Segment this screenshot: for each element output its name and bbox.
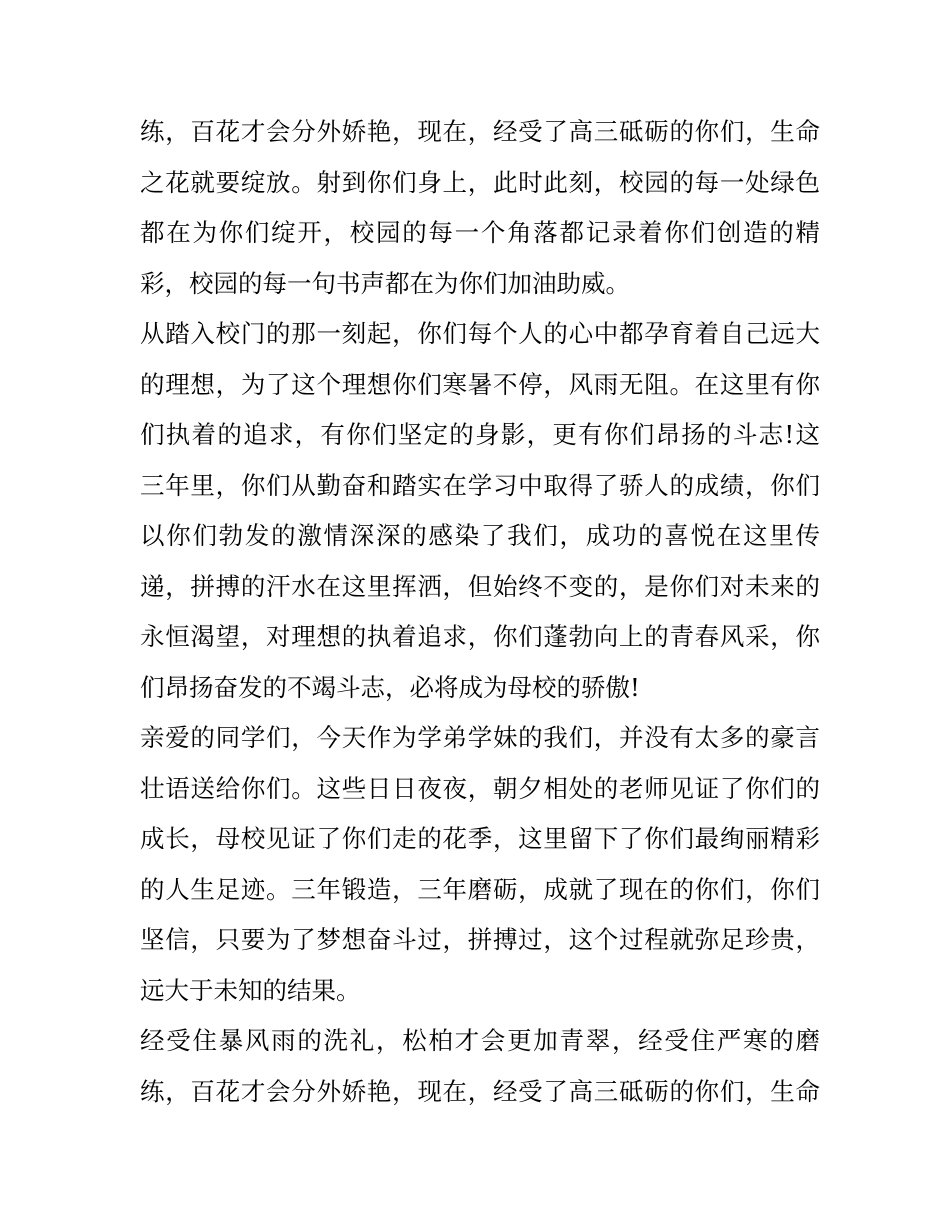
- text-line: 们昂扬奋发的不竭斗志，必将成为母校的骄傲!: [140, 672, 640, 702]
- text-line: 练，百花才会分外娇艳，现在，经受了高三砥砺的你们，生命: [140, 117, 820, 146]
- text-line: 经受住暴风雨的洗礼，松柏才会更加青翠，经受住严寒的磨: [140, 1026, 820, 1055]
- text-line: 三年里，你们从勤奋和踏实在学习中取得了骄人的成绩，你们: [140, 470, 820, 500]
- text-line: 之花就要绽放。射到你们身上，此时此刻，校园的每一处绿色: [140, 167, 820, 197]
- text-line: 彩，校园的每一句书声都在为你们加油助威。: [140, 268, 630, 298]
- text-line: 的人生足迹。三年锻造，三年磨砺，成就了现在的你们，你们: [140, 874, 820, 904]
- text-line: 永恒渴望，对理想的执着追求，你们蓬勃向上的青春风采，你: [140, 622, 820, 651]
- text-line: 壮语送给你们。这些日日夜夜，朝夕相处的老师见证了你们的: [140, 773, 820, 803]
- text-line: 亲爱的同学们，今天作为学弟学妹的我们，并没有太多的豪言: [140, 723, 820, 752]
- text-line: 递，拼搏的汗水在这里挥洒，但始终不变的，是你们对未来的: [140, 571, 820, 601]
- text-line: 都在为你们绽开，校园的每一个角落都记录着你们创造的精: [140, 218, 820, 247]
- text-line: 坚信，只要为了梦想奋斗过，拼搏过，这个过程就弥足珍贵，: [140, 925, 820, 954]
- text-line: 远大于未知的结果。: [140, 975, 361, 1005]
- text-line: 练，百花才会分外娇艳，现在，经受了高三砥砺的你们，生命: [140, 1076, 820, 1106]
- text-line: 从踏入校门的那一刻起，你们每个人的心中都孕育着自己远大: [140, 319, 820, 348]
- document-body: [140, 107, 820, 1117]
- text-line: 以你们勃发的激情深深的感染了我们，成功的喜悦在这里传: [140, 521, 820, 550]
- text-line: 成长，母校见证了你们走的花季，这里留下了你们最绚丽精彩: [140, 824, 820, 853]
- text-line: 们执着的追求，有你们坚定的身影，更有你们昂扬的斗志!这: [140, 420, 820, 449]
- text-line: 的理想，为了这个理想你们寒暑不停，风雨无阻。在这里有你: [140, 369, 820, 399]
